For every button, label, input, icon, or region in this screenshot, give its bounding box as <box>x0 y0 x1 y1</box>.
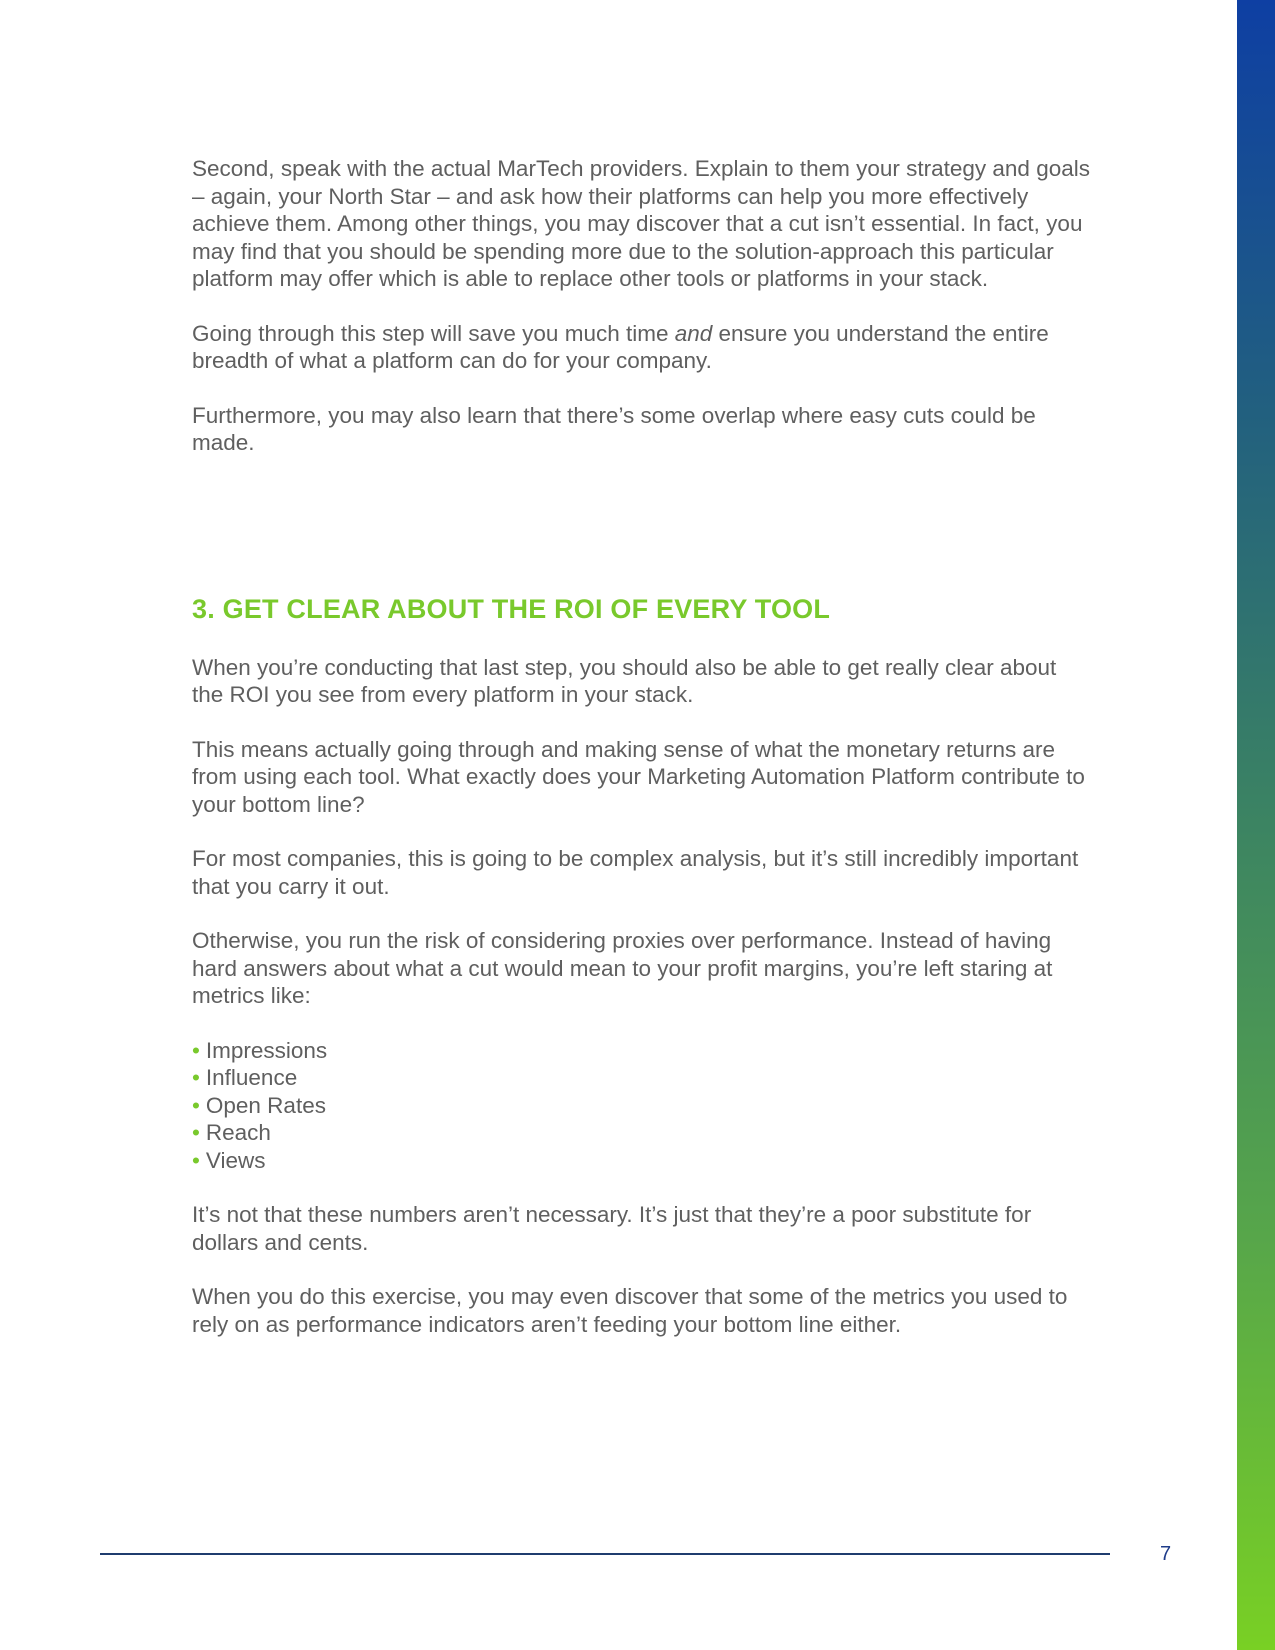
intro-paragraph-2-end: ensure you understand the entire breadth of what a platform can do for your company. <box>192 320 1049 373</box>
section-heading: 3. GET CLEAR ABOUT THE ROI OF EVERY TOOL <box>192 593 831 624</box>
page-content <box>192 155 1092 1365</box>
section-paragraph-2: This means actually going through and making sense of what the monetary returns are from using each tool. What exactly does your Marketing Automation Platform contribute to your bottom line? <box>192 736 1085 817</box>
section-paragraph-3: For most companies, this is going to be complex analysis, but it’s still incredibly important that you carry it out. <box>192 846 1079 899</box>
intro-paragraph-2-start: Going through this step will save you much time <box>192 320 675 346</box>
list-item <box>192 1119 1092 1147</box>
list-item <box>192 1064 1092 1092</box>
list-item-label: Reach <box>205 1120 271 1145</box>
bullet-icon: • <box>192 1120 200 1145</box>
metrics-list <box>192 1037 1092 1175</box>
section-paragraph-4: Otherwise, you run the risk of considering proxies over performance. Instead of having hard answers about what a cut would mean to your profit margins, you’re left staring at metrics like: <box>192 928 1053 1008</box>
list-item-label: Influence <box>205 1065 298 1090</box>
list-item <box>192 1092 1092 1120</box>
intro-paragraph-2-emphasis: and <box>674 320 713 346</box>
bullet-icon: • <box>192 1065 200 1090</box>
side-gradient-bar <box>1237 0 1275 1650</box>
section-paragraph-1: When you’re conducting that last step, you should also be able to get really clear about the ROI you see from every platform in your stack. <box>192 654 1057 707</box>
bullet-icon: • <box>192 1037 200 1063</box>
intro-paragraph-2 <box>192 320 1092 375</box>
intro-paragraph-1: Second, speak with the actual MarTech providers. Explain to them your strategy and goals – again, your North Star – and ask how their platforms can help you more effectively achieve them. Among other things, you may discover that a cut isn’t essential. In fact, you may find that you should be spending more due to the solution-approach this particular platform may offer which is able to replace other tools or platforms in your stack. <box>192 156 1090 291</box>
list-item-label: Impressions <box>205 1037 328 1063</box>
list-item <box>192 1037 1092 1065</box>
list-item <box>192 1147 1092 1175</box>
intro-paragraph-3: Furthermore, you may also learn that there’s some overlap where easy cuts could be made. <box>192 402 1036 455</box>
footer-divider <box>100 1553 1110 1555</box>
section-spacer <box>192 484 1092 592</box>
list-item-label: Open Rates <box>205 1092 326 1118</box>
section-paragraph-5: It’s not that these numbers aren’t necessary. It’s just that they’re a poor substitute for dollars and cents. <box>192 1202 1032 1255</box>
page-number: 7 <box>1160 1543 1172 1565</box>
list-item-label: Views <box>205 1147 266 1173</box>
bullet-icon: • <box>192 1147 200 1173</box>
section-paragraph-6: When you do this exercise, you may even discover that some of the metrics you used to rely on as performance indicators aren’t feeding your bottom line either. <box>192 1284 1068 1337</box>
bullet-icon: • <box>192 1092 200 1118</box>
